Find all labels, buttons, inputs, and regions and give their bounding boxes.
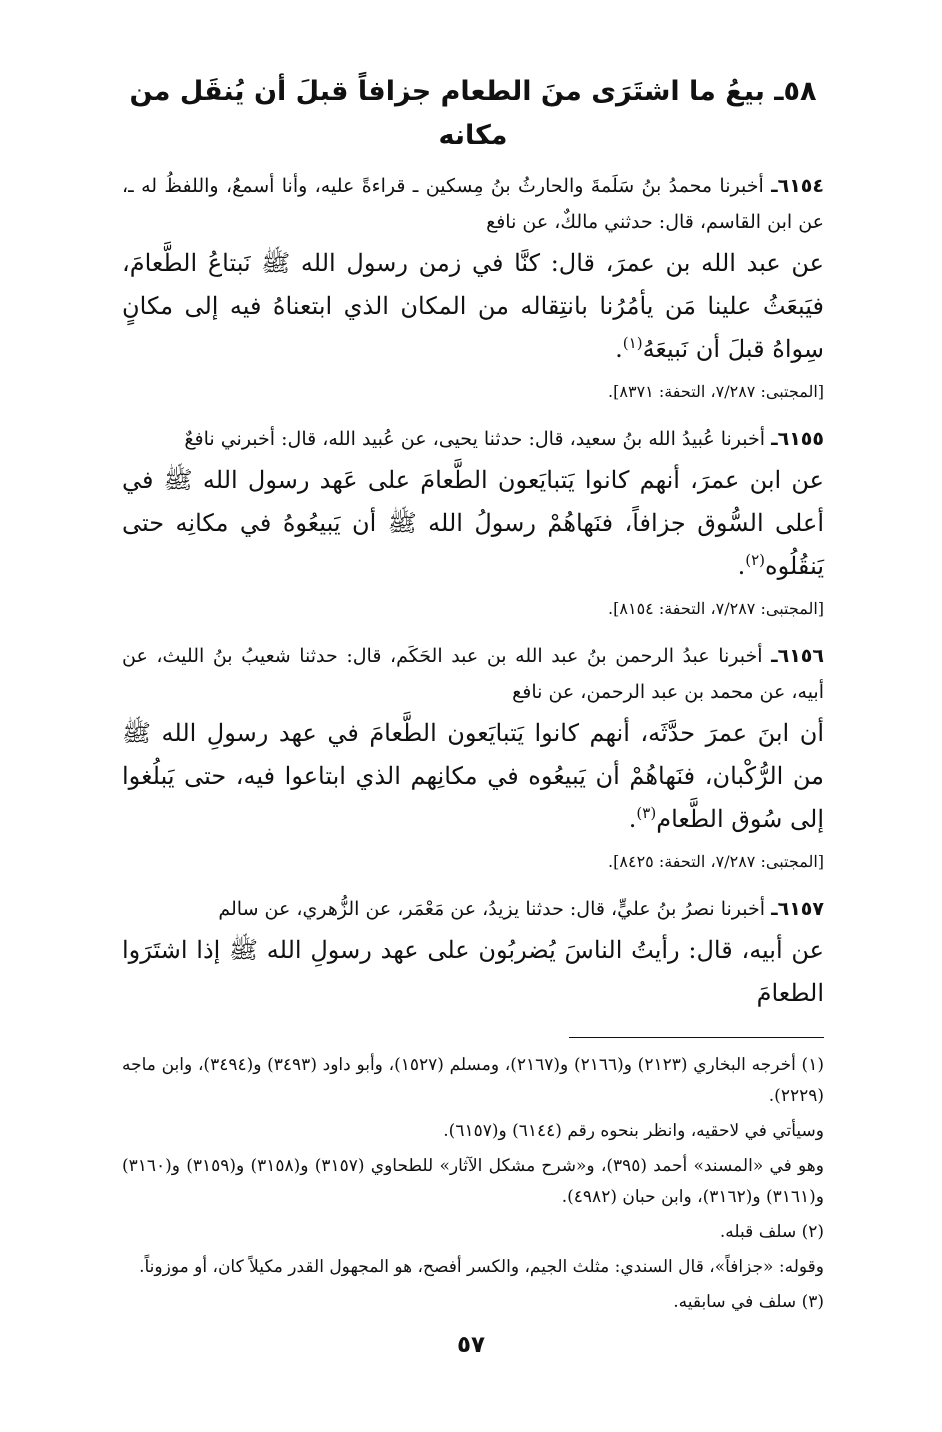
hadith-6154 — [122, 168, 824, 407]
hadith-number: ٦١٥٦ـ — [771, 645, 824, 667]
footnote-mark: (٢) — [745, 551, 766, 569]
hadith-6157 — [122, 891, 824, 1015]
chapter-title: ٥٨ـ بيعُ ما اشتَرَى منَ الطعام جزافاً قبلَ أن يُنقَل من مكانه — [129, 76, 817, 151]
matn-text: عن أبيه، قال: رأيتُ الناسَ يُضربُون على عهد رسولِ الله ﷺ إذا اشتَرَوا الطعامَ — [122, 936, 824, 1007]
hadith-reference: [المجتبى: ٧/٢٨٧، التحفة: ٨٣٧١]. — [608, 382, 824, 401]
footnote: وهو في «المسند» أحمد (٣٩٥)، و«شرح مشكل الآثار» للطحاوي (٣١٥٧) و(٣١٥٨) و(٣١٥٩) و(٣١٦٠) و(٣١٦١) و(٣١٦٢)، وابن حبان (٤٩٨٢). — [122, 1156, 824, 1207]
footnote: (١) أخرجه البخاري (٢١٢٣) و(٢١٦٦) و(٢١٦٧)، ومسلم (١٥٢٧)، وأبو داود (٣٤٩٣) و(٣٤٩٤)، وابن ماجه (٢٢٢٩). — [122, 1055, 824, 1106]
hadith-matn — [122, 712, 824, 841]
matn-text: عن ابن عمرَ، أنهم كانوا يَتبايَعون الطَّعامَ على عَهد رسول الله ﷺ في أعلى السُّوق جزافاً، فنَهاهُمْ رسولُ الله ﷺ أن يَبيعُوهُ في مكانِه حتى يَنقُلُوه — [122, 466, 824, 580]
hadith-matn — [122, 242, 824, 371]
matn-end: . — [615, 335, 623, 363]
hadith-number: ٦١٥٥ـ — [771, 428, 824, 450]
footnote: (٣) سلف في سابقيه. — [673, 1292, 824, 1312]
hadith-6156 — [122, 638, 824, 877]
hadith-isnad — [122, 168, 824, 240]
hadith-isnad — [122, 638, 824, 710]
isnad-text: أخبرنا نصرُ بنُ عليٍّ، قال: حدثنا يزيدُ، عن مَعْمَر، عن الزُّهري، عن سالم — [218, 898, 766, 920]
footnote: (٢) سلف قبله. — [719, 1222, 824, 1242]
hadith-isnad — [122, 421, 824, 457]
matn-text: أن ابنَ عمرَ حدَّثَه، أنهم كانوا يَتبايَعون الطَّعامَ في عهد رسولِ الله ﷺ من الرُّكْبان، فنَهاهُمْ أن يَبيعُوه في مكانِهم الذي ابتاعوا فيه، حتى يَبلُغوا إلى سُوق الطَّعام — [122, 719, 824, 833]
hadith-isnad — [122, 891, 824, 927]
isnad-text: أخبرنا عبدُ الرحمن بنُ عبد الله بن عبد الحَكَم، قال: حدثنا شعيبُ بنُ الليث، عن أبيه، عن محمد بن عبد الرحمن، عن نافع — [122, 645, 824, 703]
isnad-text: أخبرنا عُبيدُ الله بنُ سعيد، قال: حدثنا يحيى، عن عُبيد الله، قال: أخبرني نافعٌ — [184, 428, 766, 450]
hadith-6155 — [122, 421, 824, 624]
book-page — [0, 70, 942, 1432]
footnote: وسيأتي في لاحقيه، وانظر بنحوه رقم (٦١٤٤) و(٦١٥٧). — [443, 1121, 824, 1141]
hadith-reference: [المجتبى: ٧/٢٨٧، التحفة: ٨٤٢٥]. — [608, 852, 824, 871]
hadith-number: ٦١٥٤ـ — [771, 175, 824, 197]
footnotes — [122, 1050, 824, 1318]
hadith-number: ٦١٥٧ـ — [771, 898, 824, 920]
page-number: ٥٧ — [456, 1332, 486, 1358]
footnote-mark: (١) — [622, 334, 643, 352]
hadith-reference: [المجتبى: ٧/٢٨٧، التحفة: ٨١٥٤]. — [608, 599, 824, 618]
footnote-mark: (٣) — [636, 804, 657, 822]
hadith-matn — [122, 929, 824, 1015]
isnad-text: أخبرنا محمدُ بنُ سَلَمةَ والحارثُ بنُ مِسكين ـ قراءةً عليه، وأنا أسمعُ، واللفظُ له ـ، عن ابن القاسم، قال: حدثني مالكٌ، عن نافع — [122, 175, 824, 233]
matn-end: . — [737, 552, 746, 580]
footnote: وقوله: «جزافاً»، قال السندي: مثلث الجيم، والكسر أفصح، هو المجهول القدر مكيلاً كان، أو موزوناً. — [139, 1257, 824, 1277]
matn-end: . — [628, 805, 637, 833]
matn-text: عن عبد الله بن عمرَ، قال: كنَّا في زمن رسول الله ﷺ نَبتاعُ الطَّعامَ، فيَبعَثُ علينا مَن يأمُرُنا بانتِقاله من المكان الذي ابتعناهُ فيه إلى مكانٍ سِواهُ قبلَ أن نَبيعَهُ — [122, 249, 824, 363]
hadith-matn — [122, 459, 824, 588]
footnote-divider — [569, 1037, 824, 1038]
